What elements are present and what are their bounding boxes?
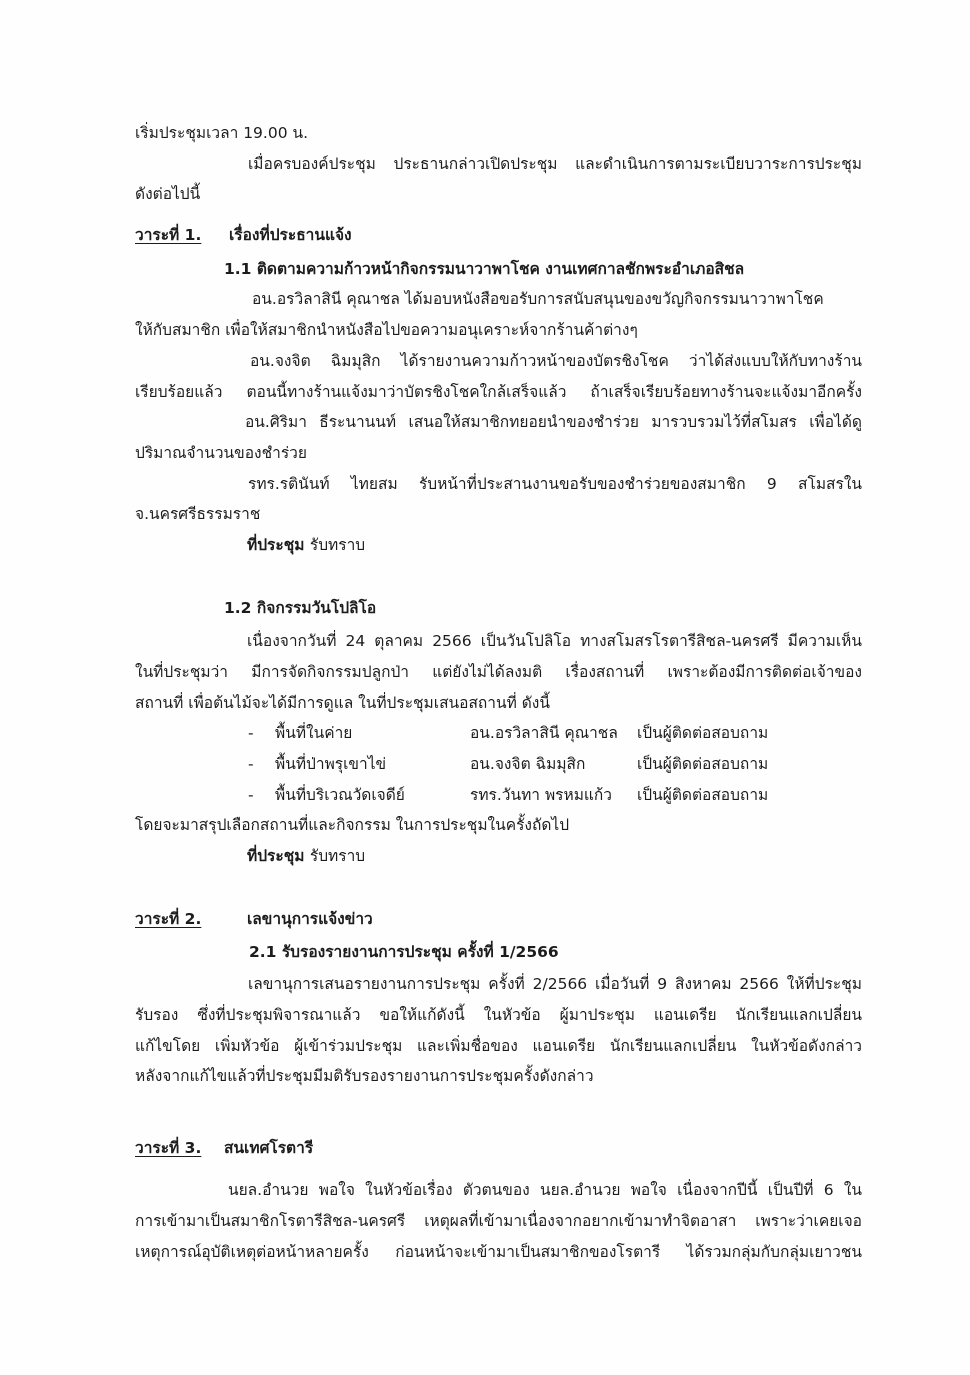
location-row [135,718,862,749]
paragraph-line: ในที่ประชุมว่า มีการจัดกิจกรรมปลูกป่า แต่ยังไม่ได้ลงมติ เรื่องสถานที่ เพราะต้องมีการติดต่อเจ้าของ [135,663,862,681]
item-heading: 2.1 รับรองรายงานการประชุม ครั้งที่ 1/2566 [249,942,559,961]
paragraph-line: จ.นครศรีธรรมราช [135,505,261,524]
location-place: พื้นที่บริเวณวัดเจดีย์ [275,785,405,804]
resolution-label: ที่ประชุม [247,847,305,866]
agenda-title: สนเทศโรตารี [224,1139,314,1158]
location-contact: อน.อรวิลาสินี คุณาชล [470,724,618,743]
location-row [135,780,862,811]
agenda-heading [135,220,862,251]
location-role: เป็นผู้ติดต่อสอบถาม [637,755,769,774]
opening-intro-line: ดังต่อไปนี้ [135,185,201,204]
paragraph-line: รทร.รตินันท์ ไทยสม รับหน้าที่ประสานงานขอรับของชำร่วยของสมาชิก 9 สโมสรใน [248,474,862,493]
paragraph-line: เนื่องจากวันที่ 24 ตุลาคม 2566 เป็นวันโปลิโอ ทางสโมสรโรตารีสิชล-นครศรี มีความเห็น [247,632,862,651]
resolution-line [135,841,862,872]
list-bullet: - [248,724,254,743]
location-row [135,749,862,780]
resolution-label: ที่ประชุม [247,535,305,554]
agenda-title: เรื่องที่ประธานแจ้ง [229,226,352,245]
location-place: พื้นที่ในค่าย [275,724,353,743]
resolution-line [135,530,862,561]
agenda-label: วาระที่ 2. [135,910,202,929]
agenda-heading [135,904,862,935]
paragraph-line: การเข้ามาเป็นสมาชิกโรตารีสิชล-นครศรี เหตุผลที่เข้ามาเนื่องจากอยากเข้ามาทำจิตอาสา เพราะว่าเคยเจอ [135,1211,862,1230]
paragraph-line: ปริมาณจำนวนของชำร่วย [135,443,307,462]
location-place: พื้นที่ป่าพรุเขาไข่ [275,755,387,774]
meeting-start-time: เริ่มประชุมเวลา 19.00 น. [135,124,309,142]
paragraph-line: แก้ไขโดย เพิ่มหัวข้อ ผู้เข้าร่วมประชุม และเพิ่มชื่อของ แอนเดรีย นักเรียนแลกเปลี่ยน ในหัวข้อดังกล่าว [135,1036,862,1055]
agenda-heading [135,1133,862,1164]
agenda-label: วาระที่ 1. [135,226,202,245]
paragraph-line: โดยจะมาสรุปเลือกสถานที่และกิจกรรม ในการประชุมในครั้งถัดไป [135,816,570,835]
paragraph-line: นยล.อำนวย พอใจ ในหัวข้อเรื่อง ตัวตนของ นยล.อำนวย พอใจ เนื่องจากปีนี้ เป็นปีที่ 6 ใน [228,1181,862,1200]
paragraph-line: รับรอง ซึ่งที่ประชุมพิจารณาแล้ว ขอให้แก้ดังนี้ ในหัวข้อ ผู้มาประชุม แอนเดรีย นักเรียนแลกเปลี่ยน [135,1005,862,1024]
paragraph-line: เรียบร้อยแล้ว ตอนนี้ทางร้านแจ้งมาว่าบัตรชิงโชคใกล้เสร็จแล้ว ถ้าเสร็จเรียบร้อยทางร้านจะแจ้งมาอีกครั้ง [135,382,862,401]
paragraph-line: สถานที่ เพื่อต้นไม้จะได้มีการดูแล ในที่ประชุมเสนอสถานที่ ดังนี้ [135,693,550,712]
paragraph-line: เหตุการณ์อุบัติเหตุต่อหน้าหลายครั้ง ก่อนหน้าจะเข้ามาเป็นสมาชิกของโรตารี ได้รวมกลุ่มกับกลุ่มเยาวชน [135,1242,862,1261]
agenda-1 [135,220,862,872]
paragraph-line: อน.อรวิลาสินี คุณาชล ได้มอบหนังสือขอรับการสนับสนุนของขวัญกิจกรรมนาวาพาโชค [252,290,824,309]
resolution-text: รับทราบ [309,535,366,554]
agenda-label: วาระที่ 3. [135,1139,202,1158]
paragraph-line: หลังจากแก้ไขแล้วที่ประชุมมีมติรับรองรายงานการประชุมครั้งดังกล่าว [135,1067,594,1086]
agenda-title: เลขานุการแจ้งข่าว [247,910,373,929]
agenda-3 [135,1133,862,1267]
item-heading: 1.2 กิจกรรมวันโปลิโอ [224,598,377,617]
list-bullet: - [248,785,254,804]
location-role: เป็นผู้ติดต่อสอบถาม [637,724,769,743]
paragraph-line: อน.ศิริมา ธีระนานนท์ เสนอให้สมาชิกทยอยนำของชำร่วย มารวบรวมไว้ที่สโมสร เพื่อได้ดู [245,413,862,432]
paragraph-line: ให้กับสมาชิก เพื่อให้สมาชิกนำหนังสือไปขอความอนุเคราะห์จากร้านค้าต่างๆ [135,321,638,340]
location-role: เป็นผู้ติดต่อสอบถาม [637,785,769,804]
opening-intro-line: เมื่อครบองค์ประชุม ประธานกล่าวเปิดประชุม และดำเนินการตามระเบียบวาระการประชุม [248,154,862,173]
list-bullet: - [248,755,254,774]
location-contact: อน.จงจิต ฉิมมุสิก [470,755,586,774]
item-heading: 1.1 ติดตามความก้าวหน้ากิจกรรมนาวาพาโชค งานเทศกาลชักพระอำเภอสิชล [224,259,745,278]
agenda-2 [135,904,862,1092]
paragraph-line: อน.จงจิต ฉิมมุสิก ได้รายงานความก้าวหน้าของบัตรชิงโชค ว่าได้ส่งแบบให้กับทางร้าน [250,351,862,370]
location-contact: รทร.วันทา พรหมแก้ว [470,785,612,804]
paragraph-line: เลขานุการเสนอรายงานการประชุม ครั้งที่ 2/2566 เมื่อวันที่ 9 สิงหาคม 2566 ให้ที่ประชุม [248,975,862,994]
resolution-text: รับทราบ [309,847,366,866]
